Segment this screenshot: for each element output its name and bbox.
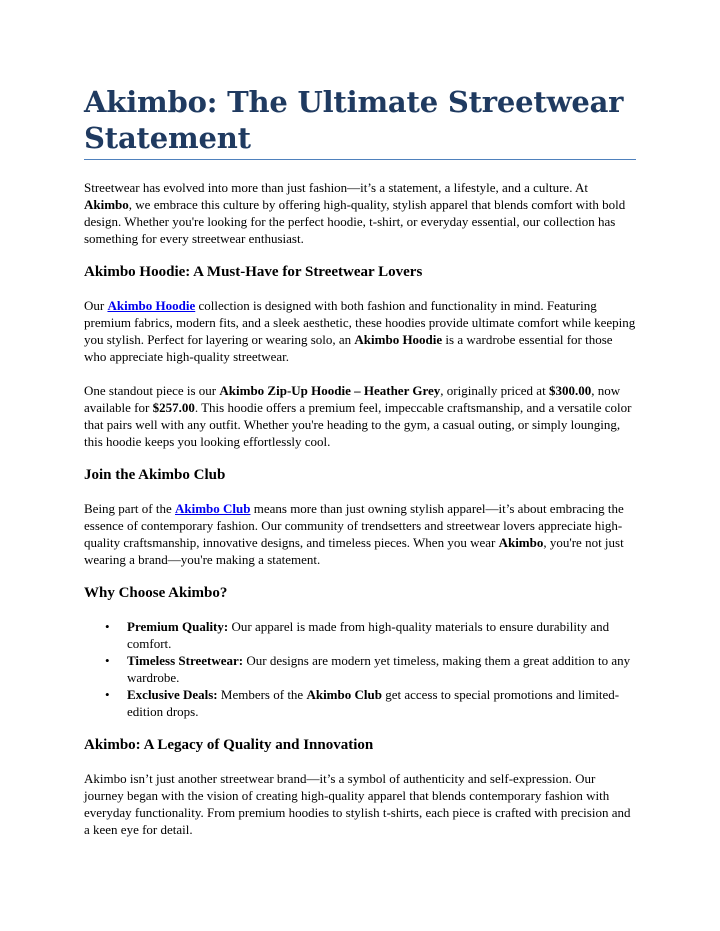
bullet-icon: • <box>105 687 110 702</box>
bullet-icon: • <box>105 619 110 634</box>
akimbo-hoodie-link[interactable]: Akimbo Hoodie <box>107 298 196 313</box>
why-heading: Why Choose Akimbo? <box>84 585 228 601</box>
title-divider <box>84 159 636 160</box>
benefit-text: Our apparel is made from high-quality materials to ensure durability and comfort. <box>127 619 610 651</box>
benefit-text: Our designs are modern yet timeless, making them a great addition to any wardrobe. <box>127 653 631 685</box>
club-name: Akimbo Club <box>306 687 382 702</box>
bullet-icon: • <box>105 653 110 668</box>
sale-price: $257.00 <box>152 400 195 415</box>
page-title: Akimbo: The Ultimate Streetwear Statement <box>84 85 624 155</box>
hoodie-text-cont: collection is designed with both fashion and functionality in mind. Featuring premium fabrics, modern fits, and a sleek aesthetic, these hoodies provide ultimate comfort while keeping you stylish. Perfect for layering or wearing solo, an <box>84 298 636 347</box>
akimbo-club-link[interactable]: Akimbo Club <box>174 501 251 516</box>
standout-text: One standout piece is our <box>84 383 220 398</box>
standout-text-cont: , originally priced at <box>440 383 549 398</box>
zip-up-hoodie-name: Akimbo Zip-Up Hoodie – Heather Grey <box>219 383 441 398</box>
club-text-end: , you're not just wearing a brand—you're making a statement. <box>84 535 624 567</box>
standout-text-end: . This hoodie offers a premium feel, impeccable craftsmanship, and a versatile color that pairs well with any outfit. Whether you're heading to the gym, a casual outing, or simply lounging, this hoodie keeps you looking effortlessly cool. <box>84 400 632 449</box>
club-paragraph <box>84 500 636 568</box>
hoodie-paragraph-1 <box>84 297 636 365</box>
club-heading: Join the Akimbo Club <box>84 467 226 483</box>
benefit-label: Timeless Streetwear: <box>127 653 244 668</box>
hoodie-paragraph-2 <box>84 382 636 450</box>
hoodie-product-name: Akimbo Hoodie <box>354 332 443 347</box>
list-item <box>105 618 636 652</box>
original-price: $300.00 <box>548 383 592 398</box>
standout-text-cont2: , now available for <box>84 383 621 415</box>
intro-text-cont: , we embrace this culture by offering high-quality, stylish apparel that blends comfort with bold design. Whether you're looking for the perfect hoodie, t-shirt, or everyday essential, our collection has something for every streetwear enthusiast. <box>84 197 626 246</box>
club-text-cont: means more than just owning stylish apparel—it’s about embracing the essence of contemporary fashion. Our community of trendsetters and streetwear lovers appreciate high-quality craftsmanship, innovative designs, and timeless pieces. When you wear <box>84 501 624 550</box>
hoodie-heading: Akimbo Hoodie: A Must-Have for Streetwear Lovers <box>84 264 423 280</box>
brand-name: Akimbo <box>498 535 544 550</box>
benefit-text: Members of the <box>217 687 307 702</box>
list-item <box>105 686 636 720</box>
hoodie-text: Our <box>84 298 108 313</box>
benefit-label: Exclusive Deals: <box>127 687 218 702</box>
brand-name: Akimbo <box>84 197 129 212</box>
benefit-text-end: get access to special promotions and limited-edition drops. <box>127 687 620 719</box>
article-body <box>84 179 636 855</box>
club-text: Being part of the <box>84 501 175 516</box>
legacy-paragraph: Akimbo isn’t just another streetwear brand—it’s a symbol of authenticity and self-expression. Our journey began with the vision of creating high-quality apparel that blends contemporary fashion with everyday functionality. From premium hoodies to stylish t-shirts, each piece is crafted with precision and a keen eye for detail. <box>84 771 631 837</box>
intro-text: Streetwear has evolved into more than just fashion—it’s a statement, a lifestyle, and a culture. At <box>84 180 588 195</box>
hoodie-text-end: is a wardrobe essential for those who appreciate high-quality streetwear. <box>84 332 613 364</box>
legacy-heading: Akimbo: A Legacy of Quality and Innovation <box>84 737 374 753</box>
intro-paragraph <box>84 179 636 247</box>
benefits-list <box>84 618 636 720</box>
benefit-label: Premium Quality: <box>127 619 229 634</box>
list-item <box>105 652 636 686</box>
